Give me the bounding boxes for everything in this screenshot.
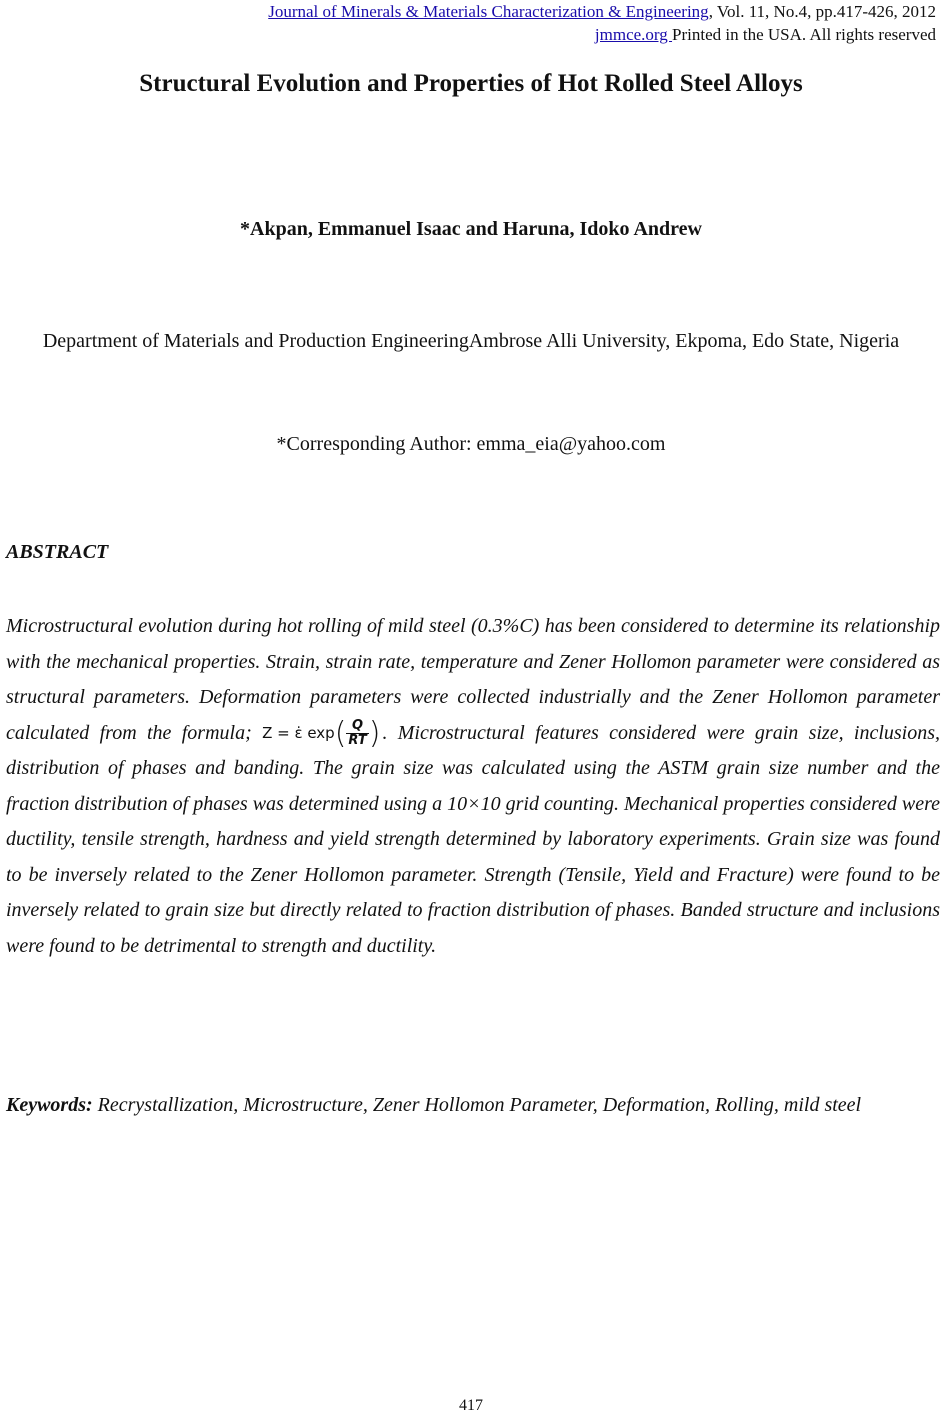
site-line	[268, 23, 936, 46]
formula-open-paren: (	[334, 715, 347, 751]
rights-text: Printed in the USA. All rights reserved	[672, 25, 936, 44]
abstract-heading: ABSTRACT	[6, 541, 109, 563]
abstract-text-part-2: . Microstructural features considered were grain size, inclusions, distribution of phases and banding. The grain size was calculated using the ASTM grain size number and the fraction distribution of phases was determined using a 10×10 grid counting. Mechanical properties considered were ductility, tensile strength, hardness and yield strength determined by laboratory experiments. Grain size was found to be inversely related to the Zener Hollomon parameter. Strength (Tensile, Yield and Fracture) were found to be inversely related to grain size but directly related to fraction distribution of phases. Banded structure and inclusions were found to be detrimental to strength and ductility.	[6, 721, 941, 957]
author-affiliation: Department of Materials and Production EngineeringAmbrose Alli University, Ekpoma, Edo State, Nigeria	[42, 330, 900, 352]
keywords-label: Keywords:	[6, 1094, 93, 1116]
keywords-text: Recrystallization, Microstructure, Zener Hollomon Parameter, Deformation, Rolling, mild steel	[92, 1094, 862, 1116]
paper-title: Structural Evolution and Properties of Hot Rolled Steel Alloys	[139, 70, 803, 97]
journal-link[interactable]: Journal of Minerals & Materials Characterization & Engineering	[268, 2, 709, 21]
formula-denominator: RT	[348, 733, 367, 749]
corresponding-author: *Corresponding Author: emma_eia@yahoo.com	[276, 433, 666, 455]
journal-header	[268, 0, 936, 46]
abstract-text-part-1: Microstructural evolution during hot rolling of mild steel (0.3%C) has been considered to determine its relationship with the mechanical properties. Strain, strain rate, temperature and Zener Hollomon parameter were considered as structural parameters. Deformation parameters were collected industrially and the Zener Hollomon parameter calculated from the formula;	[6, 615, 940, 744]
keywords-section	[6, 1088, 940, 1122]
journal-info: , Vol. 11, No.4, pp.417-426, 2012	[708, 2, 936, 21]
formula-lhs: Z = ε̇ exp	[262, 724, 335, 743]
site-link[interactable]: jmmce.org	[594, 25, 673, 44]
abstract-body	[6, 609, 940, 964]
formula-numerator: Q	[352, 718, 364, 734]
journal-citation-line	[268, 0, 936, 23]
page-number: 417	[459, 1397, 483, 1414]
formula-close-paren: )	[368, 715, 381, 751]
formula-fraction	[346, 719, 368, 748]
author-list: *Akpan, Emmanuel Isaac and Haruna, Idoko Andrew	[240, 218, 702, 240]
zener-hollomon-formula	[262, 717, 380, 751]
